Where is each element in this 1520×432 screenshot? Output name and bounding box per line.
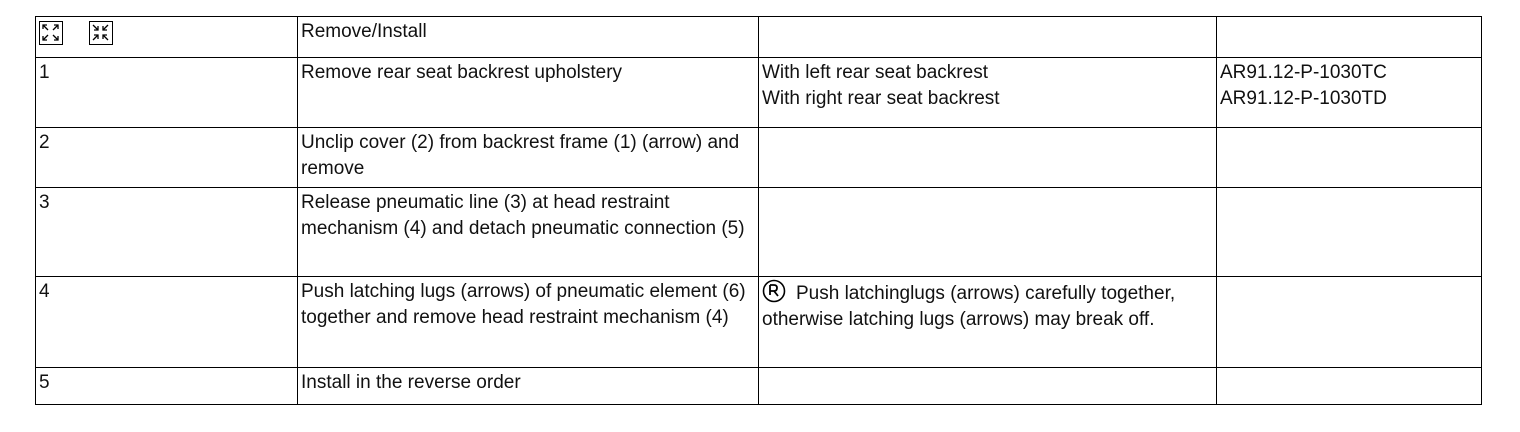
step-refs [1217,277,1482,368]
ref-link-right[interactable]: AR91.12-P-1030TD [1220,88,1387,109]
step-action: Install in the reverse order [298,368,759,405]
step-number: 1 [36,58,298,128]
table-row [36,188,1482,277]
collapse-icon[interactable] [89,21,113,45]
caution-icon [762,279,786,303]
condition-right-backrest: With right rear seat backrest [762,88,1000,109]
procedure-table [35,16,1482,405]
step-action: Unclip cover (2) from backrest frame (1) (arrow) and remove [298,128,759,188]
step-action: Release pneumatic line (3) at head restraint mechanism (4) and detach pneumatic connection (5) [298,188,759,277]
header-col3 [759,17,1217,58]
step-action: Remove rear seat backrest upholstery [298,58,759,128]
step-note [759,277,1217,368]
table-row [36,58,1482,128]
ref-link-left[interactable]: AR91.12-P-1030TC [1220,62,1387,83]
table-header-row [36,17,1482,58]
header-title: Remove/Install [298,17,759,58]
table-row [36,277,1482,368]
table-row [36,368,1482,405]
step-refs [1217,58,1482,128]
table-row [36,128,1482,188]
step-action: Push latching lugs (arrows) of pneumatic element (6) together and remove head restraint mechanism (4) [298,277,759,368]
header-col4 [1217,17,1482,58]
step-number: 2 [36,128,298,188]
step-refs [1217,368,1482,405]
step-conditions [759,368,1217,405]
step-number: 5 [36,368,298,405]
note-text: Push latchinglugs (arrows) carefully together, otherwise latching lugs (arrows) may break off. [762,283,1176,330]
step-refs [1217,188,1482,277]
step-conditions [759,58,1217,128]
step-conditions [759,188,1217,277]
expand-icon[interactable] [39,21,63,45]
step-refs [1217,128,1482,188]
header-icons-cell [36,17,298,58]
step-conditions [759,128,1217,188]
step-number: 4 [36,277,298,368]
step-number: 3 [36,188,298,277]
condition-left-backrest: With left rear seat backrest [762,62,988,83]
